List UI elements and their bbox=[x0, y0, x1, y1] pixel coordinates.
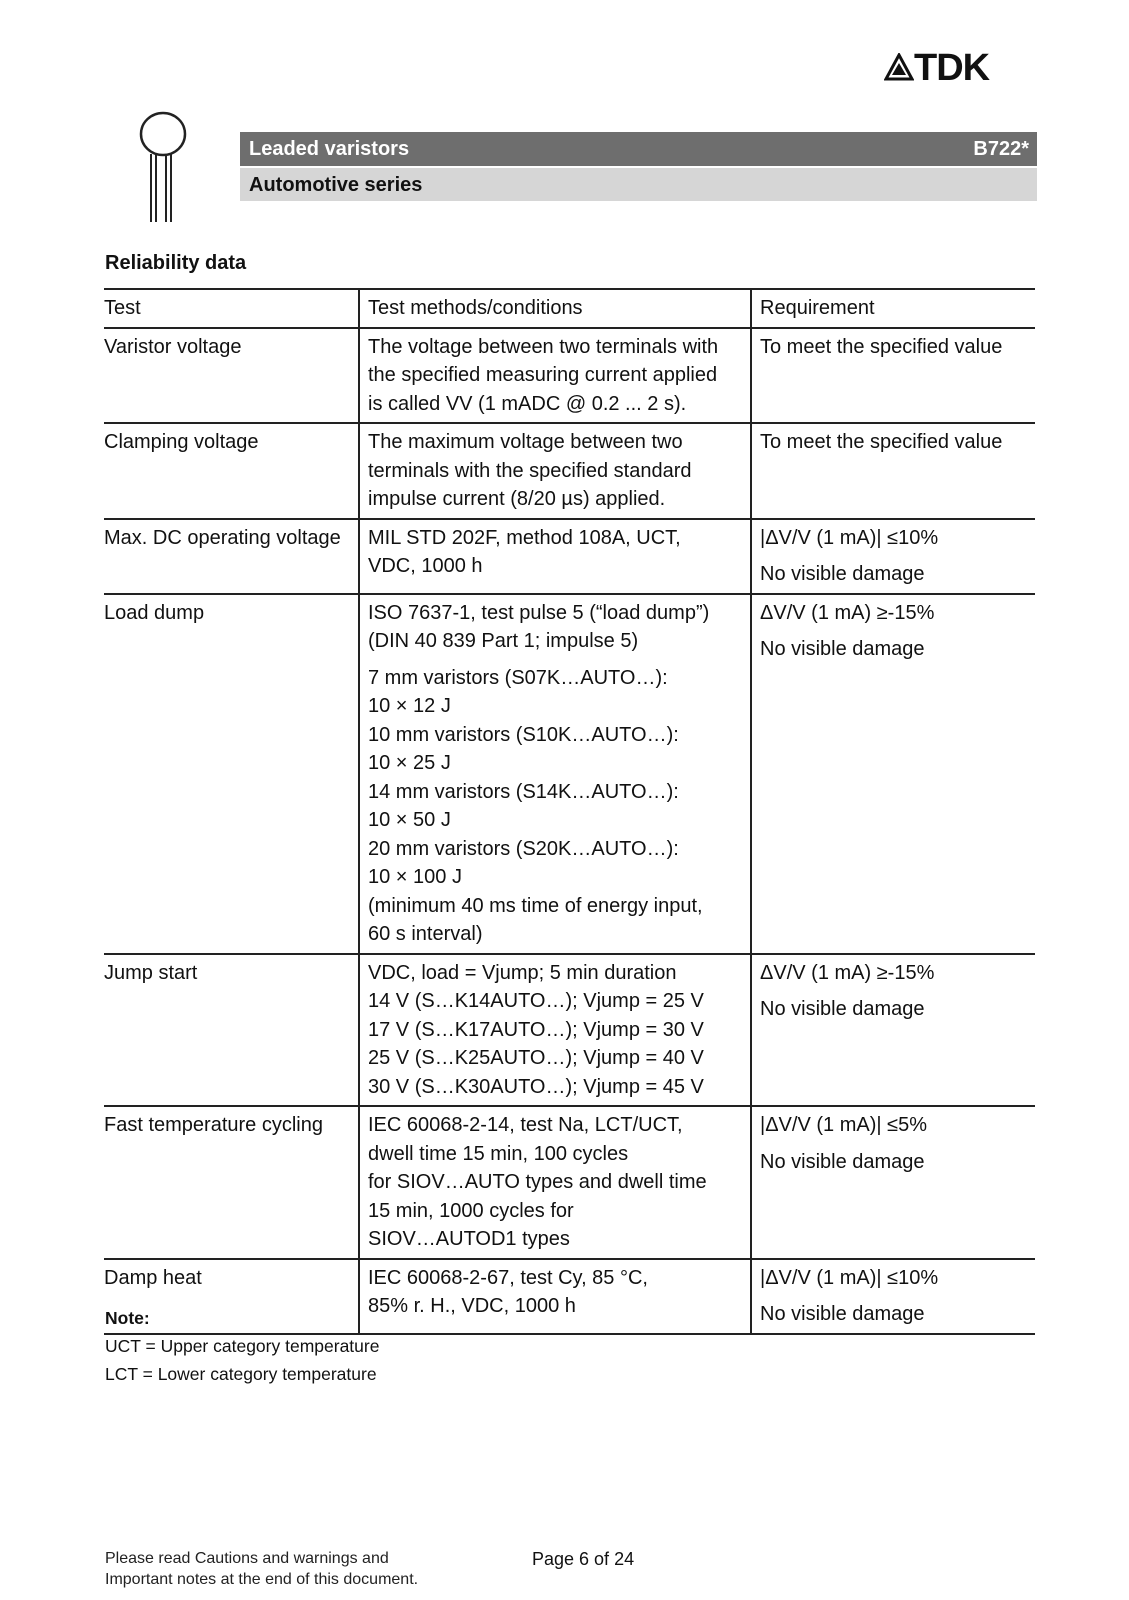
method-line: 17 V (S…K17AUTO…); Vjump = 30 V bbox=[368, 1018, 704, 1041]
method-line: IEC 60068-2-67, test Cy, 85 °C, bbox=[368, 1266, 648, 1289]
tdk-logo-text: TDK bbox=[914, 47, 990, 89]
method-cell bbox=[359, 1106, 751, 1259]
series-banner bbox=[240, 168, 1037, 201]
method-line: impulse current (8/20 µs) applied. bbox=[368, 488, 666, 510]
tdk-logo-mark-icon bbox=[884, 53, 914, 83]
test-cell: Max. DC operating voltage bbox=[104, 519, 359, 594]
test-cell: Load dump bbox=[104, 594, 359, 954]
method-cell bbox=[359, 423, 751, 519]
method-line: 10 × 25 J bbox=[368, 752, 451, 774]
method-line: 85% r. H., VDC, 1000 h bbox=[368, 1295, 576, 1317]
method-line: is called VV (1 mADC @ 0.2 ... 2 s). bbox=[368, 392, 687, 415]
method-line: 25 V (S…K25AUTO…); Vjump = 40 V bbox=[368, 1047, 704, 1069]
method-line: VDC, 1000 h bbox=[368, 555, 483, 577]
requirement-line: |ΔV/V (1 mA)| ≤5% bbox=[760, 1114, 927, 1136]
method-line: (DIN 40 839 Part 1; impulse 5) bbox=[368, 630, 639, 652]
note-line: UCT = Upper category temperature bbox=[105, 1336, 380, 1356]
method-line: 7 mm varistors (S07K…AUTO…): bbox=[368, 666, 668, 689]
product-title: Leaded varistors bbox=[249, 138, 410, 160]
table-row bbox=[104, 519, 1035, 594]
method-line: 20 mm varistors (S20K…AUTO…): bbox=[368, 837, 679, 860]
product-banner bbox=[240, 132, 1037, 166]
method-line: IEC 60068-2-14, test Na, LCT/UCT, bbox=[368, 1114, 683, 1136]
test-cell: Varistor voltage bbox=[104, 328, 359, 424]
requirement-cell bbox=[751, 519, 1035, 594]
requirement-cell bbox=[751, 594, 1035, 954]
test-cell: Fast temperature cycling bbox=[104, 1106, 359, 1259]
requirement-line: No visible damage bbox=[760, 1150, 925, 1173]
note-line: LCT = Lower category temperature bbox=[105, 1364, 377, 1384]
series-title: Automotive series bbox=[249, 174, 423, 196]
method-line: 14 V (S…K14AUTO…); Vjump = 25 V bbox=[368, 990, 704, 1012]
method-line: MIL STD 202F, method 108A, UCT, bbox=[368, 526, 681, 549]
test-cell: Damp heat bbox=[104, 1259, 359, 1334]
table-row bbox=[104, 1106, 1035, 1259]
requirement-cell bbox=[751, 423, 1035, 519]
method-line: dwell time 15 min, 100 cycles bbox=[368, 1142, 629, 1165]
requirement-line: |ΔV/V (1 mA)| ≤10% bbox=[760, 1266, 939, 1289]
method-line: 60 s interval) bbox=[368, 923, 483, 945]
method-cell bbox=[359, 519, 751, 594]
test-cell: Jump start bbox=[104, 954, 359, 1107]
footer-line: Important notes at the end of this document. bbox=[105, 1571, 419, 1588]
table-row bbox=[104, 594, 1035, 954]
method-line: ISO 7637-1, test pulse 5 (“load dump”) bbox=[368, 601, 710, 624]
column-header-requirement: Requirement bbox=[760, 297, 875, 319]
method-line: SIOV…AUTOD1 types bbox=[368, 1228, 570, 1250]
method-line: 10 × 100 J bbox=[368, 866, 462, 888]
method-cell bbox=[359, 1259, 751, 1334]
requirement-line: No visible damage bbox=[760, 998, 925, 1020]
method-line: 10 × 50 J bbox=[368, 809, 451, 831]
method-line: VDC, load = Vjump; 5 min duration bbox=[368, 961, 677, 984]
requirement-line: ΔV/V (1 mA) ≥-15% bbox=[760, 961, 935, 984]
requirement-line: ΔV/V (1 mA) ≥-15% bbox=[760, 601, 935, 624]
table-row bbox=[104, 328, 1035, 424]
test-cell: Clamping voltage bbox=[104, 423, 359, 519]
requirement-cell bbox=[751, 1259, 1035, 1334]
requirement-line: No visible damage bbox=[760, 563, 925, 585]
section-title: Reliability data bbox=[105, 252, 247, 274]
requirement-line: No visible damage bbox=[760, 638, 925, 660]
method-line: for SIOV…AUTO types and dwell time bbox=[368, 1171, 707, 1193]
table-row bbox=[104, 954, 1035, 1107]
method-line: 30 V (S…K30AUTO…); Vjump = 45 V bbox=[368, 1075, 704, 1098]
requirement-cell bbox=[751, 328, 1035, 424]
product-code: B722* bbox=[973, 138, 1029, 160]
method-line: The voltage between two terminals with bbox=[368, 335, 719, 358]
method-line: terminals with the specified standard bbox=[368, 459, 692, 482]
method-line: 15 min, 1000 cycles for bbox=[368, 1199, 574, 1222]
tdk-logo bbox=[884, 48, 1034, 88]
footer-line: Please read Cautions and warnings and bbox=[105, 1550, 389, 1567]
requirement-line: No visible damage bbox=[760, 1303, 925, 1325]
column-header-test: Test bbox=[104, 289, 359, 328]
method-cell bbox=[359, 954, 751, 1107]
column-header-method: Test methods/conditions bbox=[359, 289, 751, 328]
requirement-cell bbox=[751, 1106, 1035, 1259]
table-header-row bbox=[104, 289, 1035, 328]
method-line: 14 mm varistors (S14K…AUTO…): bbox=[368, 780, 679, 803]
requirement-cell bbox=[751, 954, 1035, 1107]
method-line: 10 × 12 J bbox=[368, 695, 451, 717]
varistor-icon bbox=[137, 110, 189, 225]
method-line: 10 mm varistors (S10K…AUTO…): bbox=[368, 723, 679, 746]
requirement-line: |ΔV/V (1 mA)| ≤10% bbox=[760, 526, 939, 549]
method-line: (minimum 40 ms time of energy input, bbox=[368, 894, 703, 917]
table-row bbox=[104, 423, 1035, 519]
requirement-line: To meet the specified value bbox=[760, 335, 1003, 358]
method-line: the specified measuring current applied bbox=[368, 364, 718, 386]
page-number: Page 6 of 24 bbox=[532, 1549, 635, 1569]
method-line: The maximum voltage between two bbox=[368, 431, 683, 453]
method-cell bbox=[359, 328, 751, 424]
note-block bbox=[105, 1304, 379, 1388]
footer-disclaimer bbox=[105, 1548, 418, 1590]
note-heading: Note: bbox=[105, 1308, 150, 1328]
reliability-table bbox=[104, 288, 1035, 1335]
method-cell bbox=[359, 594, 751, 954]
requirement-line: To meet the specified value bbox=[760, 431, 1003, 453]
